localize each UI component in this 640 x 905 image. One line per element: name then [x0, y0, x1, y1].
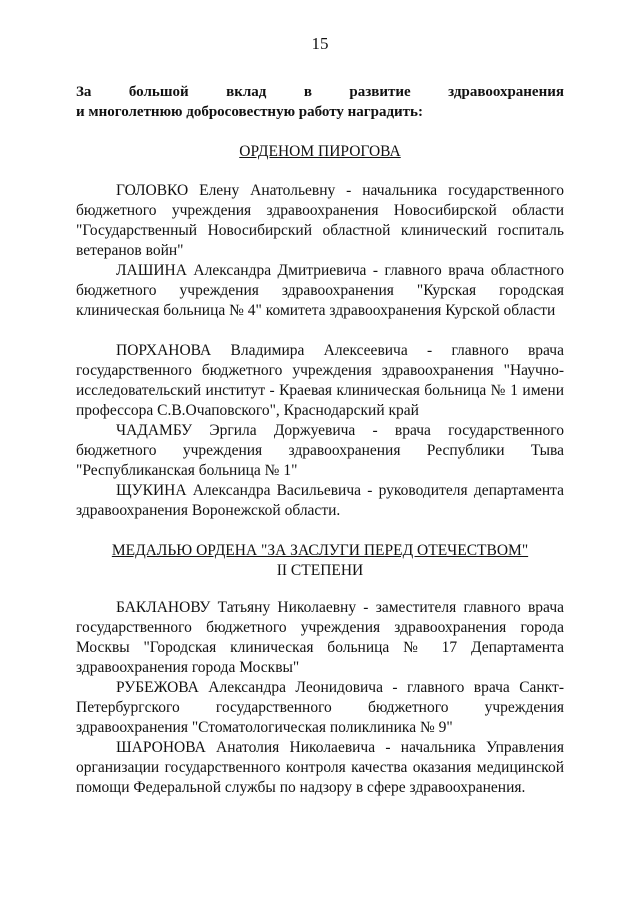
award-entry-baklanova: БАКЛАНОВУ Татьяну Николаевну - заместителя главного врача государственного бюджетного учреждения здравоохранения города Москвы "Городская клиническая больница № 17 Департамента здравоохранения города Москвы" [76, 599, 564, 676]
award-entry-porkhanov: ПОРХАНОВА Владимира Алексеевича - главного врача государственного бюджетного учреждения здравоохранения "Научно-исследовательский институт - Краевая клиническая больница № 1 имени профессора С.В.Очаповского", Краснодарский край [76, 342, 564, 419]
section-heading-order-pirogov [76, 142, 564, 162]
award-entry-sharonov: ШАРОНОВА Анатолия Николаевича - начальника Управления организации государственного контроля качества оказания медицинской помощи Федеральной службы по надзору в сфере здравоохранения. [76, 739, 564, 796]
award-intro-line-2: и многолетнюю добросовестную работу наградить: [76, 104, 423, 120]
award-intro-line-1: За большой вклад в развитие здравоохранения [76, 84, 564, 100]
page-number: 15 [311, 34, 329, 53]
section-heading-line: МЕДАЛЬЮ ОРДЕНА "ЗА ЗАСЛУГИ ПЕРЕД ОТЕЧЕСТВОМ" [111, 542, 529, 559]
award-intro [76, 82, 564, 122]
section-heading-line: ОРДЕНОМ ПИРОГОВА [239, 143, 401, 160]
award-entry-chadambu: ЧАДАМБУ Эргила Доржуевича - врача государственного бюджетного учреждения здравоохранения Республики Тыва "Республиканская больница № 1" [76, 422, 564, 479]
award-entry-rubezhov: РУБЕЖОВА Александра Леонидовича - главного врача Санкт-Петербургского государственного бюджетного учреждения здравоохранения "Стоматологическая поликлиника № 9" [76, 679, 564, 736]
section-heading-line: II СТЕПЕНИ [276, 562, 364, 579]
award-entry-shchukin: ЩУКИНА Александра Васильевича - руководителя департамента здравоохранения Воронежской области. [76, 482, 564, 519]
section-heading-medal-order-merit [76, 541, 564, 581]
award-entry-lashin: ЛАШИНА Александра Дмитриевича - главного врача областного бюджетного учреждения здравоохранения "Курская городская клиническая больница № 4" комитета здравоохранения Курской области [76, 262, 564, 319]
award-entry-golovko: ГОЛОВКО Елену Анатольевну - начальника государственного бюджетного учреждения здравоохранения Новосибирской области "Государственный Новосибирский областной клинический госпиталь ветеранов войн" [76, 182, 564, 259]
